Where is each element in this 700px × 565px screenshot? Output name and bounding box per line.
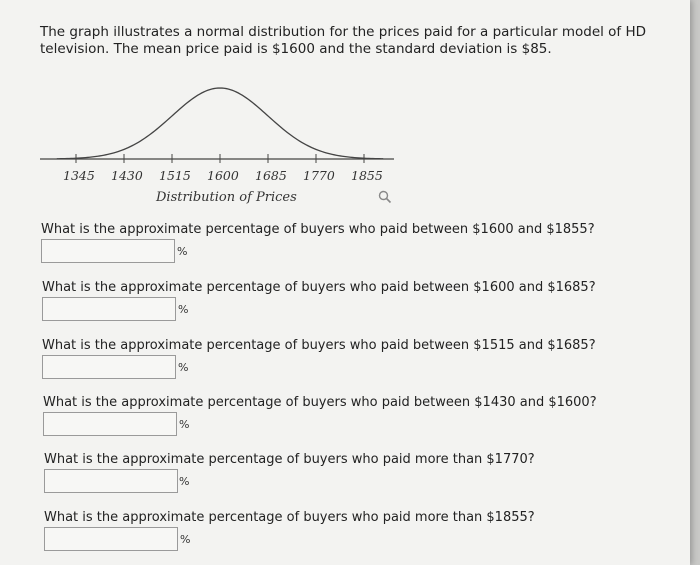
answer-3-input[interactable]: [42, 355, 176, 379]
answer-1-input[interactable]: [41, 239, 175, 263]
question-1-text: What is the approximate percentage of buyers who paid between $1600 and $1855?: [41, 222, 595, 237]
tick-label: 1600: [207, 168, 239, 183]
question-4-text: What is the approximate percentage of buyers who paid between $1430 and $1600?: [43, 395, 597, 410]
percent-unit-2: %: [178, 303, 189, 316]
answer-5-input[interactable]: [44, 469, 178, 493]
question-2-text: What is the approximate percentage of buyers who paid between $1600 and $1685?: [42, 280, 596, 295]
answer-4-input[interactable]: [43, 412, 177, 436]
tick-label: 1430: [111, 168, 143, 183]
percent-unit-1: %: [177, 245, 188, 258]
magnifier-icon[interactable]: [378, 190, 392, 204]
tick-label: 1770: [303, 168, 335, 183]
percent-unit-6: %: [180, 533, 191, 546]
question-3-text: What is the approximate percentage of buyers who paid between $1515 and $1685?: [42, 338, 596, 353]
question-6-text: What is the approximate percentage of buyers who paid more than $1855?: [44, 510, 535, 525]
percent-unit-4: %: [179, 418, 190, 431]
percent-unit-3: %: [178, 361, 189, 374]
question-5-text: What is the approximate percentage of buyers who paid more than $1770?: [44, 452, 535, 467]
tick-label: 1515: [159, 168, 191, 183]
answer-6-input[interactable]: [44, 527, 178, 551]
x-axis-label: Distribution of Prices: [156, 190, 297, 205]
normal-distribution-graph: [38, 82, 398, 212]
percent-unit-5: %: [179, 475, 190, 488]
tick-label: 1855: [351, 168, 383, 183]
normal-curve: [57, 88, 383, 159]
intro-text: The graph illustrates a normal distribution for the prices paid for a particular model of HD television. The mean price paid is $1600 and the standard deviation is $85.: [40, 24, 647, 57]
tick-label: 1685: [255, 168, 287, 183]
answer-2-input[interactable]: [42, 297, 176, 321]
tick-label: 1345: [63, 168, 95, 183]
